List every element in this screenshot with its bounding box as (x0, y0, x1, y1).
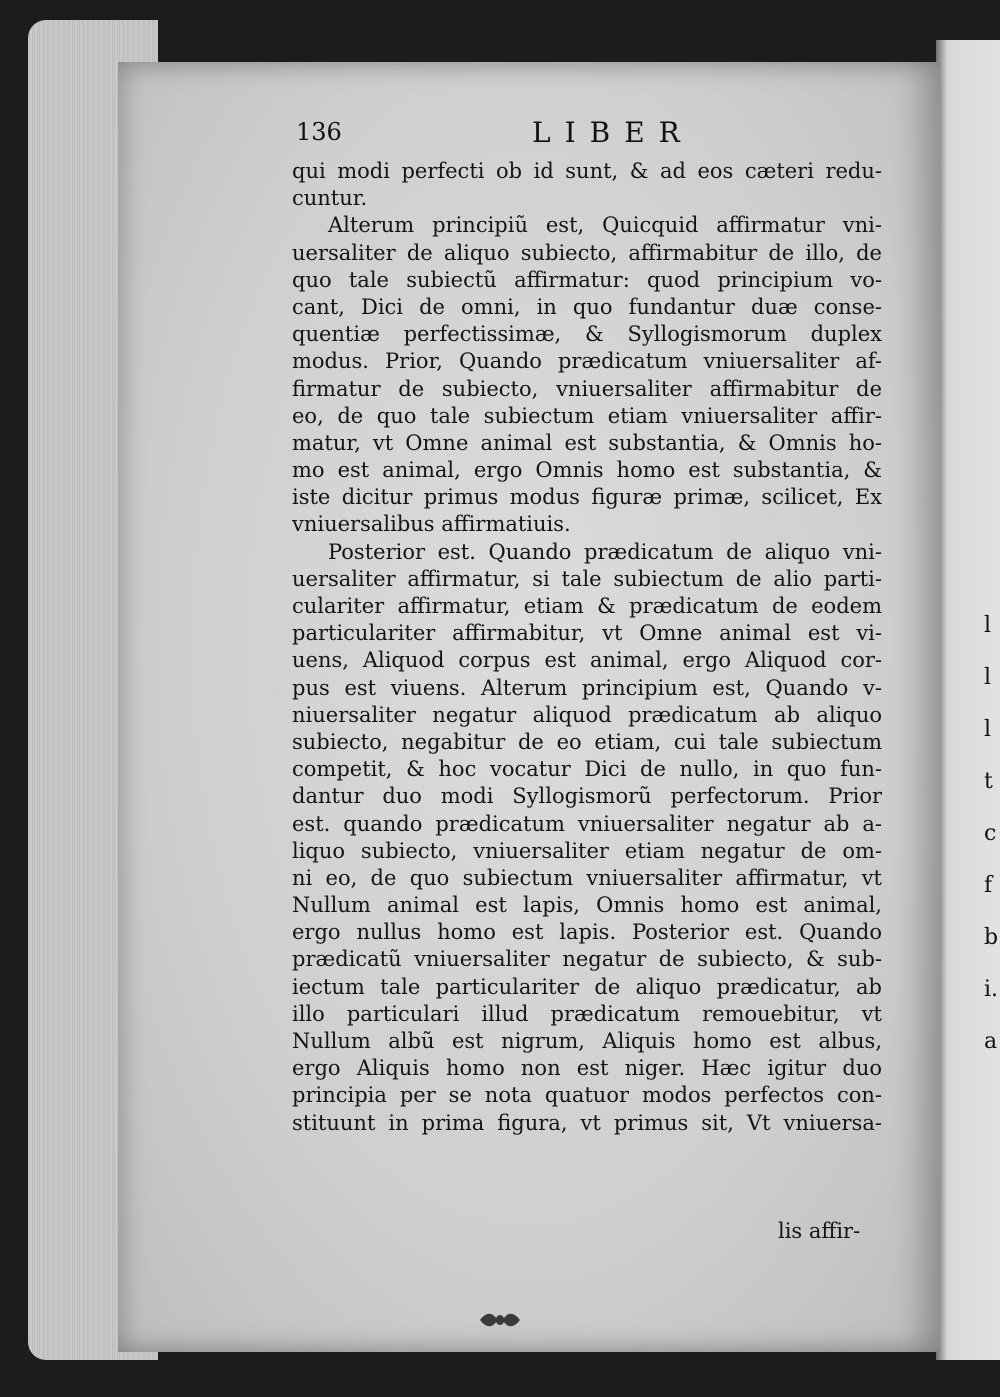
text-line: est. quando prædicatum vniuersaliter negatur ab a- (292, 811, 882, 836)
text-line: vniuersalibus affirmatiuis. (292, 512, 571, 537)
text-line: prædicatũ vniuersaliter negatur de subiecto, & sub- (292, 947, 882, 972)
text-line: matur, vt Omne animal est substantia, & Omnis ho- (292, 430, 882, 455)
text-line: firmatur de subiecto, vniuersaliter affirmabitur de (292, 376, 882, 401)
page-header (296, 116, 876, 156)
facing-letter: l (984, 613, 992, 638)
text-line: modus. Prior, Quando prædicatum vniuersaliter af- (292, 349, 882, 374)
text-line: principia per se nota quatuor modos perfectos con- (292, 1083, 882, 1108)
ornament-icon (478, 1308, 522, 1332)
text-line: ni eo, de quo subiectum vniuersaliter affirmatur, vt (292, 865, 882, 890)
body-text (292, 158, 882, 1137)
facing-letter: l (984, 665, 992, 690)
text-line: dantur duo modi Syllogismorũ perfectorum. Prior (292, 784, 882, 809)
text-line: stituunt in prima figura, vt primus sit, Vt vniuersa- (292, 1110, 882, 1135)
text-line: illo particulari illud prædicatum remouebitur, vt (292, 1001, 882, 1026)
text-line: Posterior est. Quando prædicatum de aliquo vni- (328, 539, 882, 564)
facing-letter: f (984, 873, 993, 898)
text-line: Nullum albũ est nigrum, Aliquis homo est albus, (292, 1029, 882, 1053)
text-line: quentiæ perfectissimæ, & Syllogismorum duplex (292, 322, 882, 347)
facing-letter: c (984, 821, 997, 846)
page-number: 136 (296, 118, 342, 146)
facing-letter: t (984, 769, 993, 794)
facing-letter: i. (984, 977, 999, 1002)
text-line: pus est viuens. Alterum principium est, Quando v- (292, 675, 882, 700)
text-line: Alterum principiũ est, Quicquid affirmatur vni- (328, 213, 882, 238)
facing-letter: l (984, 717, 992, 742)
text-line: uersaliter affirmatur, si tale subiectum de alio parti- (292, 566, 882, 591)
text-line: culariter affirmatur, etiam & prædicatum de eodem (292, 594, 882, 618)
text-line: uens, Aliquod corpus est animal, ergo Aliquod cor- (292, 648, 882, 673)
text-line: subiecto, negabitur de eo etiam, cui tale subiectum (292, 729, 882, 754)
text-line: niuersaliter negatur aliquod prædicatum ab aliquo (292, 702, 882, 727)
text-line: eo, de quo tale subiectum etiam vniuersaliter affir- (292, 403, 882, 428)
text-line: quo tale subiectũ affirmatur: quod principium vo- (292, 267, 882, 292)
text-line: iste dicitur primus modus figuræ primæ, scilicet, Ex (292, 485, 882, 510)
text-line: Nullum animal est lapis, Omnis homo est animal, (292, 893, 882, 918)
text-line: ergo nullus homo est lapis. Posterior est. Quando (292, 920, 882, 945)
text-line: liquo subiecto, vniuersaliter etiam negatur de om- (292, 838, 882, 863)
facing-page-letters (984, 600, 1000, 1068)
running-head: LIBER (532, 116, 694, 149)
text-line: mo est animal, ergo Omnis homo est substantia, & (292, 458, 882, 483)
text-line: iectum tale particulariter de aliquo prædicatur, ab (292, 974, 882, 999)
text-line: competit, & hoc vocatur Dici de nullo, in quo fun- (292, 757, 882, 782)
text-line: qui modi perfecti ob id sunt, & ad eos cæteri redu- (292, 159, 882, 183)
facing-letter: a (984, 1029, 998, 1054)
catchword: lis affir- (778, 1219, 861, 1243)
text-line: particulariter affirmabitur, vt Omne animal est vi- (292, 621, 882, 646)
text-line: cant, Dici de omni, in quo fundantur duæ conse- (292, 294, 882, 319)
text-line: uersaliter de aliquo subiecto, affirmabitur de illo, de (292, 240, 882, 265)
text-line: cuntur. (292, 186, 368, 211)
facing-letter: b (984, 925, 999, 950)
text-line: ergo Aliquis homo non est niger. Hæc igitur duo (292, 1056, 882, 1081)
